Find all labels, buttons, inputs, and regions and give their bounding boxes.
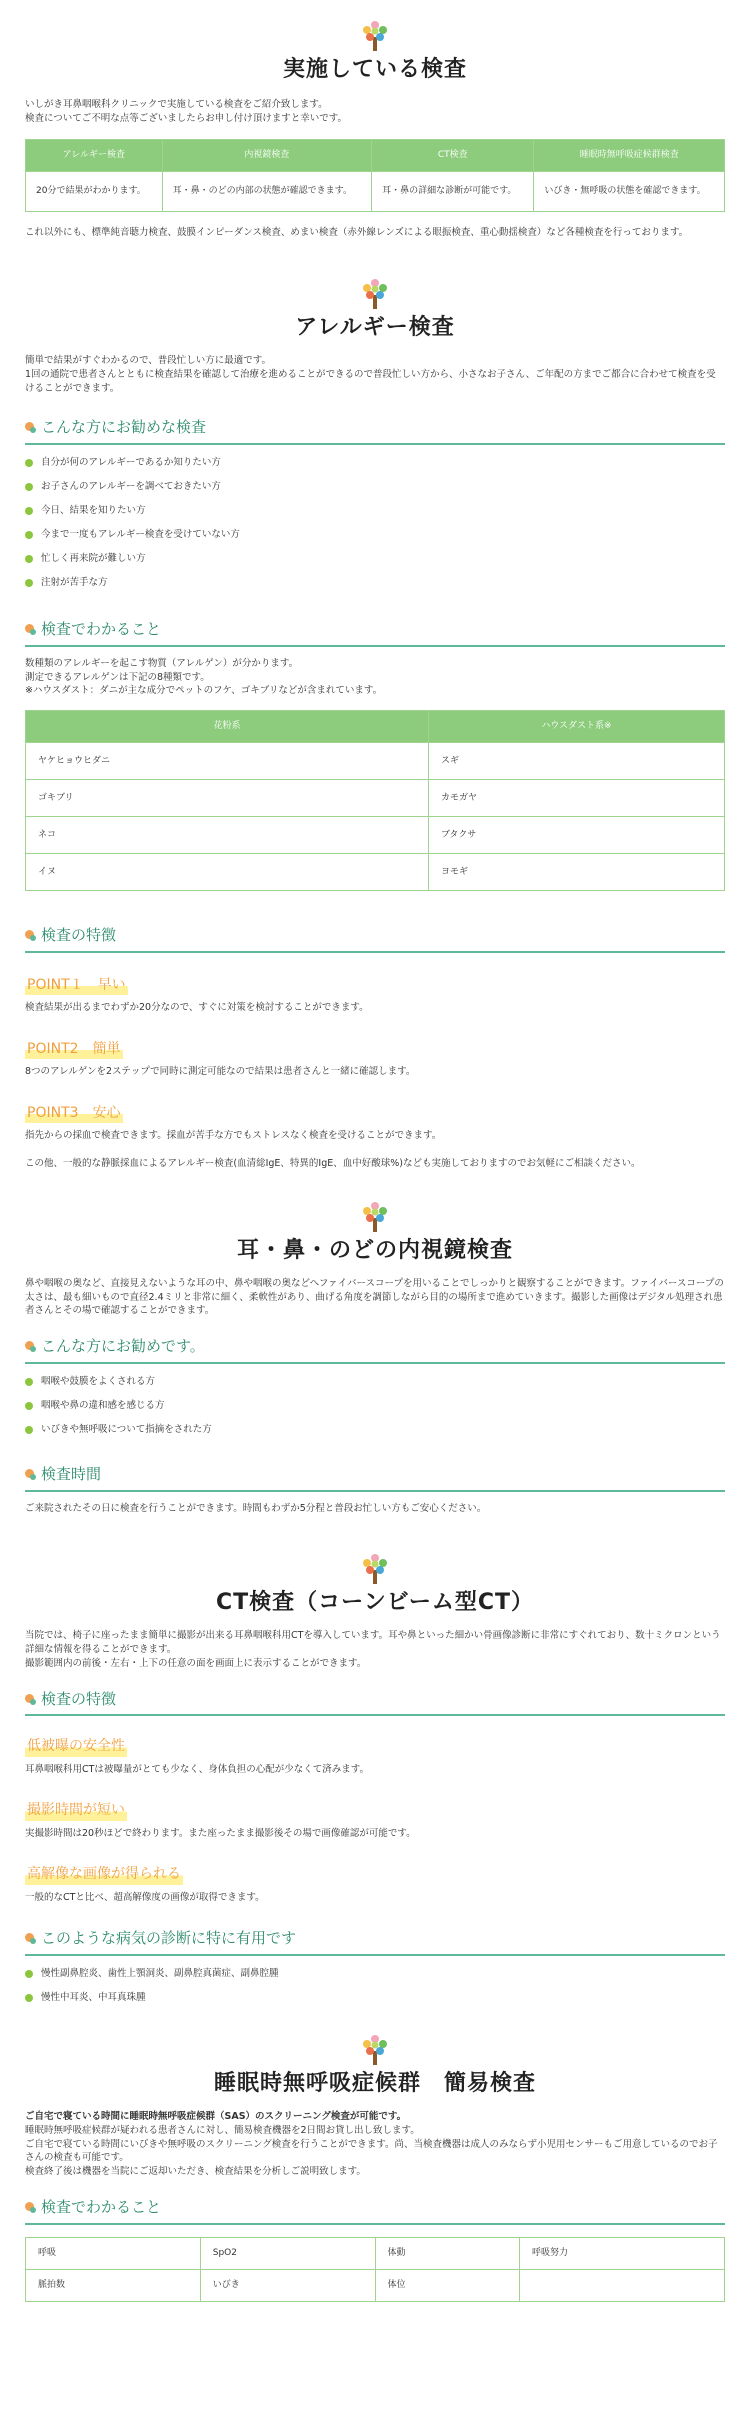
results-text-1: 数種類のアレルギーを起こす物質（アレルゲン）が分かります。 (25, 657, 299, 669)
table-cell: SpO2 (200, 2237, 375, 2269)
endoscope-title: 耳・鼻・のどの内視鏡検査 (236, 1237, 513, 1263)
table-cell: ヤケヒョウヒダニ (26, 743, 429, 780)
table-header: ハウスダスト系※ (428, 711, 724, 743)
table-header: CT検査 (372, 140, 534, 172)
results-text-2: 測定できるアレルゲンは下記の8種類です。 (25, 671, 210, 683)
sas-lead: ご自宅で寝ている時間に睡眠時無呼吸症候群（SAS）のスクリーニング検査が可能です。 (25, 2111, 407, 2123)
heading-results (25, 2197, 725, 2225)
list-item: 慢性副鼻腔炎、歯性上顎洞炎、副鼻腔真菌症、副鼻腔腫 (25, 1962, 725, 1986)
allergen-table (25, 710, 725, 891)
heading-results (25, 619, 725, 647)
heading-dot-icon (30, 629, 36, 635)
heading-dot-icon (30, 427, 36, 433)
point-text: 8つのアレルゲンを2ステップで同時に測定可能なので結果は患者さんと一緒に確認します。 (25, 1066, 416, 1078)
allergy-text-1: 簡単で結果がすぐわかるので、普段忙しい方に最適です。 (25, 355, 272, 367)
ct-text-1: 当院では、椅子に座ったまま簡単に撮影が出来る耳鼻咽喉科用CTを導入しています。耳や鼻といった細かい骨画像診断に非常にすぐれており、数十ミクロンという詳細な情報を得ることができます。 (25, 1630, 721, 1655)
heading-recommended (25, 417, 725, 445)
table-cell: スギ (428, 743, 724, 780)
heading-dot-icon (30, 1938, 36, 1944)
heading-label: このような病気の診断に特に有用です (41, 1929, 297, 1948)
table-cell: 体位 (375, 2269, 520, 2301)
endoscope-text: 鼻や咽喉の奥など、直接見えないような耳の中、鼻や咽喉の奥などへファイバースコープを用いることでしっかりと観察することができます。ファイバースコープの太さは、最も細いもので直径2.4ミリと非常に細く、柔軟性があり、曲げる角度を調節しながら目的の場所まで進めていきます。撮影した画像はデジタル処理され患者さんとその場で確認することができます。 (25, 1277, 724, 1317)
point-heading: 撮影時間が短い (25, 1800, 127, 1820)
heading-features (25, 925, 725, 953)
list-item: 慢性中耳炎、中耳真珠腫 (25, 1986, 725, 2010)
page-title: 実施している検査 (282, 57, 467, 82)
point-text: 耳鼻咽喉科用CTは被曝量がとても少なく、身体負担の心配が少なくて済みます。 (25, 1763, 369, 1775)
table-header: 花粉系 (26, 711, 429, 743)
table-cell: カモガヤ (428, 780, 724, 817)
tree-logo-icon (360, 20, 390, 52)
point-text: 指先からの採血で検査できます。採血が苦手な方でもストレスなく検査を受けることができます。 (25, 1130, 442, 1142)
table-cell: ゴキブリ (26, 780, 429, 817)
table-cell (520, 2269, 725, 2301)
list-item: 咽喉や鼓膜をよくされる方 (25, 1370, 725, 1394)
table-header: アレルギー検査 (26, 140, 163, 172)
table-cell: 体動 (375, 2237, 520, 2269)
heading-label: 検査時間 (41, 1464, 102, 1483)
heading-time (25, 1464, 725, 1492)
table-cell: いびき・無呼吸の状態を確認できます。 (534, 172, 725, 212)
table-cell: ネコ (26, 817, 429, 854)
intro-text-1: いしがき耳鼻咽喉科クリニックで実施している検査をご紹介致します。 (25, 98, 328, 110)
tree-logo-icon (360, 2034, 390, 2066)
table-cell: いびき (200, 2269, 375, 2301)
intro-text-2: 検査についてご不明な点等ございましたらお申し付け頂けますと幸いです。 (25, 112, 348, 124)
exam-summary-table (25, 139, 725, 212)
heading-label: こんな方にお勧めな検査 (41, 418, 207, 437)
point-text: 一般的なCTと比べ、超高解像度の画像が取得できます。 (25, 1891, 265, 1903)
heading-dot-icon (30, 935, 36, 941)
heading-dot-icon (30, 1346, 36, 1352)
point-text: 検査結果が出るまでわずか20分なので、すぐに対策を検討することができます。 (25, 1002, 369, 1014)
allergy-text-2: 1回の通院で患者さんとともに検査結果を確認して治療を進めることができるので普段忙しい方から、小さなお子さん、ご年配の方までご都合に合わせて検査を受けることができます。 (25, 368, 716, 394)
table-cell: 呼吸努力 (520, 2237, 725, 2269)
list-item: 今まで一度もアレルギー検査を受けていない方 (25, 523, 725, 547)
heading-features (25, 1689, 725, 1717)
heading-dot-icon (30, 1474, 36, 1480)
heading-useful (25, 1928, 725, 1956)
tree-logo-icon (360, 278, 390, 310)
point-heading: 低被曝の安全性 (25, 1736, 127, 1756)
point-heading: POINT2 簡単 (25, 1039, 123, 1059)
time-text: ご来院されたその日に検査を行うことができます。時間もわずか5分程と普段お忙しい方もご安心ください。 (25, 1502, 487, 1514)
list-item: 注射が苦手な方 (25, 571, 725, 595)
table-header: 睡眠時無呼吸症候群検査 (534, 140, 725, 172)
tree-logo-icon (360, 1201, 390, 1233)
sas-text-2: ご自宅で寝ている時間にいびきや無呼吸のスクリーニング検査を行うことができます。尚、当検査機器は成人のみならず小児用センサーもご用意しているのでお子さんの検査も可能です。 (25, 2138, 718, 2164)
table-cell: イヌ (26, 854, 429, 891)
sas-text-1: 睡眠時無呼吸症候群が疑われる患者さんに対し、簡易検査機器を2日間お貸し出し致します。 (25, 2124, 420, 2136)
list-item: 忙しく再来院が難しい方 (25, 547, 725, 571)
sas-results-table (25, 2237, 725, 2302)
heading-label: 検査の特徴 (41, 1689, 117, 1708)
heading-label: 検査でわかること (41, 2197, 162, 2216)
ct-text-2: 撮影範囲内の前後・左右・上下の任意の面を画面上に表示することができます。 (25, 1657, 367, 1669)
tree-logo-icon (360, 1553, 390, 1585)
table-cell: ブタクサ (428, 817, 724, 854)
table-cell: 耳・鼻の詳細な診断が可能です。 (372, 172, 534, 212)
list-item: いびきや無呼吸について指摘をされた方 (25, 1418, 725, 1442)
table-cell: 耳・鼻・のどの内部の状態が確認できます。 (162, 172, 371, 212)
sas-text-3: 検査終了後は機器を当院にご返却いただき、検査結果を分析しご説明致します。 (25, 2166, 366, 2178)
table-cell: ヨモギ (428, 854, 724, 891)
point-heading: POINT１ 早い (25, 975, 128, 995)
point-heading: POINT3 安心 (25, 1103, 123, 1123)
heading-dot-icon (30, 2207, 36, 2213)
results-text-3: ※ハウスダスト：ダニが主な成分でペットのフケ、ゴキブリなどが含まれています。 (25, 685, 383, 697)
heading-dot-icon (30, 1699, 36, 1705)
heading-label: 検査でわかること (41, 620, 162, 639)
list-item: お子さんのアレルギーを調べておきたい方 (25, 475, 725, 499)
table-cell: 20分で結果がわかります。 (26, 172, 163, 212)
point-text: 実撮影時間は20秒ほどで終わります。また座ったまま撮影後その場で画像確認が可能です。 (25, 1827, 416, 1839)
list-item: 今日、結果を知りたい方 (25, 499, 725, 523)
list-item: 自分が何のアレルギーであるか知りたい方 (25, 451, 725, 475)
table-cell: 呼吸 (26, 2237, 201, 2269)
heading-label: こんな方にお勧めです。 (41, 1337, 205, 1356)
table-cell: 脈拍数 (26, 2269, 201, 2301)
heading-recommended (25, 1336, 725, 1364)
heading-label: 検査の特徴 (41, 926, 117, 945)
list-item: 咽喉や鼻の違和感を感じる方 (25, 1394, 725, 1418)
allergy-extra-note: この他、一般的な静脈採血によるアレルギー検査(血清総IgE、特異的IgE、血中好酸球%)なども実施しておりますのでお気軽にご相談ください。 (25, 1158, 641, 1170)
ct-title: CT検査（コーンビーム型CT） (216, 1590, 534, 1616)
sas-title: 睡眠時無呼吸症候群 簡易検査 (213, 2071, 536, 2097)
table-header: 内視鏡検査 (162, 140, 371, 172)
allergy-title: アレルギー検査 (295, 315, 455, 341)
other-tests-note: これ以外にも、標準純音聴力検査、鼓膜インピーダンス検査、めまい検査（赤外線レンズによる眼振検査、重心動揺検査）など各種検査を行っております。 (25, 227, 689, 239)
point-heading: 高解像な画像が得られる (25, 1864, 183, 1884)
